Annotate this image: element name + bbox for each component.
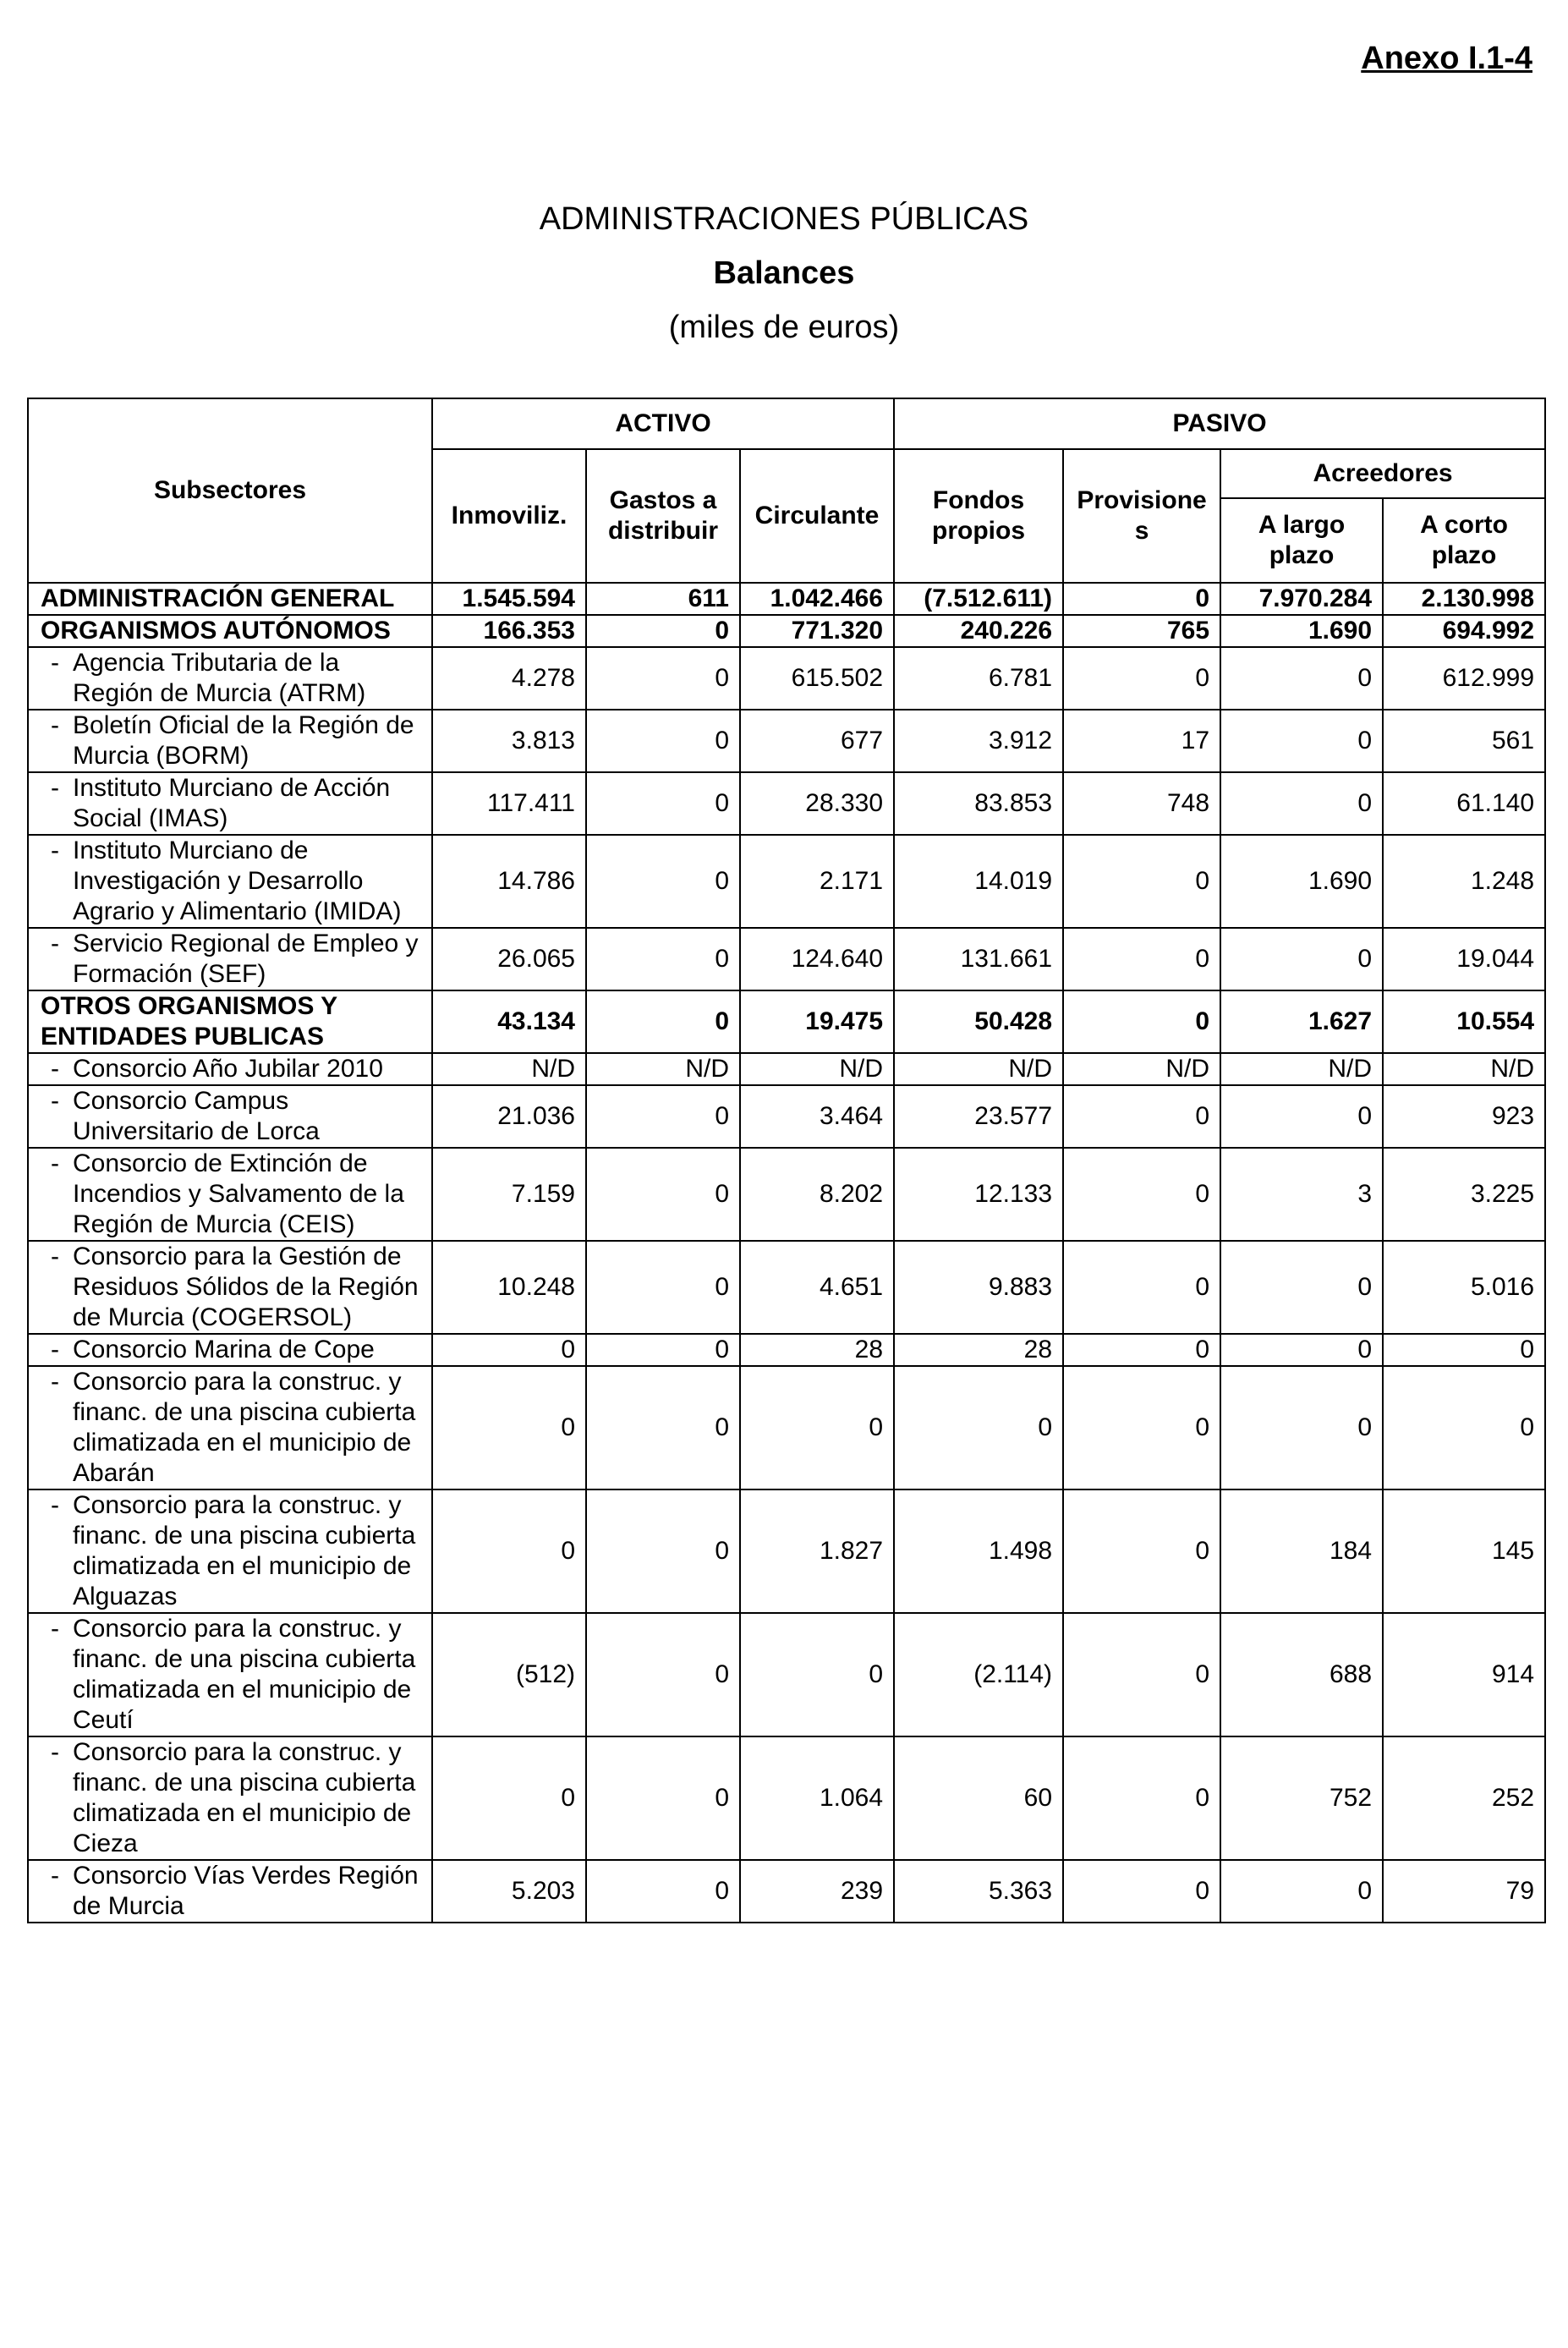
value-cell: 0	[1220, 710, 1383, 772]
table-row	[28, 928, 1545, 990]
table-row	[28, 1148, 1545, 1241]
value-cell: 765	[1063, 615, 1220, 647]
value-cell: 0	[1063, 1148, 1220, 1241]
value-cell: 6.781	[894, 647, 1063, 710]
table-row	[28, 647, 1545, 710]
value-cell: 117.411	[432, 772, 586, 835]
subsector-name: Servicio Regional de Empleo y Formación (SEF)	[73, 930, 419, 988]
subsector-name-cell	[28, 1613, 432, 1736]
value-cell: 771.320	[740, 615, 894, 647]
value-cell: 0	[1220, 772, 1383, 835]
table-row	[28, 710, 1545, 772]
value-cell: 0	[586, 1241, 740, 1334]
value-cell: 3.912	[894, 710, 1063, 772]
value-cell: (512)	[432, 1613, 586, 1736]
bullet-dash: -	[51, 711, 59, 739]
value-cell: 0	[1383, 1334, 1545, 1366]
value-cell: 694.992	[1383, 615, 1545, 647]
value-cell: 21.036	[432, 1085, 586, 1148]
value-cell: 0	[1383, 1366, 1545, 1489]
value-cell: 4.278	[432, 647, 586, 710]
subsector-name: Boletín Oficial de la Región de Murcia (BORM)	[73, 711, 414, 770]
value-cell: 0	[1063, 1241, 1220, 1334]
value-cell: 3.813	[432, 710, 586, 772]
page-subtitle: Balances	[713, 255, 855, 291]
value-cell: 0	[586, 1736, 740, 1860]
value-cell: 0	[1063, 647, 1220, 710]
subsector-name: Consorcio de Extinción de Incendios y Salvamento de la Región de Murcia (CEIS)	[73, 1149, 404, 1238]
bullet-dash: -	[51, 930, 59, 957]
value-cell: 1.498	[894, 1489, 1063, 1613]
table-row	[28, 1085, 1545, 1148]
value-cell: 17	[1063, 710, 1220, 772]
value-cell: N/D	[1383, 1053, 1545, 1085]
bullet-dash: -	[51, 1491, 59, 1519]
value-cell: 0	[1220, 1241, 1383, 1334]
value-cell: 561	[1383, 710, 1545, 772]
value-cell: 0	[1063, 1736, 1220, 1860]
value-cell: 0	[1063, 1334, 1220, 1366]
header-subsectores: Subsectores	[28, 398, 432, 583]
value-cell: 0	[586, 647, 740, 710]
value-cell: 1.064	[740, 1736, 894, 1860]
bullet-dash: -	[51, 774, 59, 802]
value-cell: 0	[894, 1366, 1063, 1489]
value-cell: 0	[586, 772, 740, 835]
value-cell: 0	[1063, 1860, 1220, 1923]
value-cell: 19.475	[740, 990, 894, 1053]
value-cell: 19.044	[1383, 928, 1545, 990]
value-cell: 0	[586, 1860, 740, 1923]
subsector-name-cell	[28, 772, 432, 835]
value-cell: (2.114)	[894, 1613, 1063, 1736]
bullet-dash: -	[51, 1862, 59, 1890]
value-cell: 83.853	[894, 772, 1063, 835]
value-cell: 184	[1220, 1489, 1383, 1613]
value-cell: 10.248	[432, 1241, 586, 1334]
value-cell: 0	[586, 1366, 740, 1489]
units-label: (miles de euros)	[668, 310, 900, 345]
value-cell: 0	[586, 1613, 740, 1736]
subsector-name-cell	[28, 1241, 432, 1334]
value-cell: 0	[586, 928, 740, 990]
subsector-name-cell	[28, 647, 432, 710]
value-cell: 50.428	[894, 990, 1063, 1053]
value-cell: 0	[740, 1366, 894, 1489]
header-pasivo: PASIVO	[894, 398, 1545, 449]
subsector-name-cell	[28, 835, 432, 928]
header-fondos: Fondos propios	[894, 449, 1063, 583]
subsector-name-cell	[28, 583, 432, 615]
value-cell: 0	[432, 1334, 586, 1366]
subsector-name-cell	[28, 1085, 432, 1148]
value-cell: 3.225	[1383, 1148, 1545, 1241]
subsector-name: ADMINISTRACIÓN GENERAL	[41, 584, 395, 612]
table-row	[28, 990, 1545, 1053]
subsector-name: Consorcio Marina de Cope	[73, 1336, 375, 1363]
value-cell: 8.202	[740, 1148, 894, 1241]
header-activo: ACTIVO	[432, 398, 894, 449]
value-cell: 60	[894, 1736, 1063, 1860]
value-cell: 1.827	[740, 1489, 894, 1613]
value-cell: 0	[1220, 647, 1383, 710]
header-acreedores: Acreedores	[1220, 449, 1545, 498]
value-cell: 0	[432, 1489, 586, 1613]
value-cell: 240.226	[894, 615, 1063, 647]
table-row	[28, 1241, 1545, 1334]
value-cell: 0	[586, 1085, 740, 1148]
value-cell: 124.640	[740, 928, 894, 990]
value-cell: 0	[1220, 1860, 1383, 1923]
bullet-dash: -	[51, 837, 59, 864]
subsector-name-cell	[28, 710, 432, 772]
value-cell: 0	[1063, 990, 1220, 1053]
value-cell: 748	[1063, 772, 1220, 835]
value-cell: 0	[1063, 1613, 1220, 1736]
value-cell: 0	[740, 1613, 894, 1736]
value-cell: 239	[740, 1860, 894, 1923]
bullet-dash: -	[51, 1055, 59, 1083]
value-cell: 1.690	[1220, 835, 1383, 928]
value-cell: 923	[1383, 1085, 1545, 1148]
value-cell: 5.363	[894, 1860, 1063, 1923]
subsector-name-cell	[28, 1366, 432, 1489]
subsector-name-cell	[28, 1736, 432, 1860]
subsector-name-cell	[28, 1860, 432, 1923]
table-row	[28, 615, 1545, 647]
value-cell: 615.502	[740, 647, 894, 710]
value-cell: 0	[1220, 1366, 1383, 1489]
value-cell: 5.203	[432, 1860, 586, 1923]
subsector-name: Instituto Murciano de Acción Social (IMAS)	[73, 774, 391, 832]
value-cell: 14.019	[894, 835, 1063, 928]
value-cell: 0	[432, 1366, 586, 1489]
subsector-name: Instituto Murciano de Investigación y Desarrollo Agrario y Alimentario (IMIDA)	[73, 837, 402, 925]
bullet-dash: -	[51, 1243, 59, 1270]
value-cell: N/D	[1220, 1053, 1383, 1085]
value-cell: 3	[1220, 1148, 1383, 1241]
subsector-name: Consorcio para la construc. y financ. de una piscina cubierta climatizada en el municipio de Abarán	[73, 1368, 416, 1487]
header-largo-plazo: A largo plazo	[1220, 498, 1383, 583]
value-cell: 0	[432, 1736, 586, 1860]
table-row	[28, 1736, 1545, 1860]
value-cell: 1.248	[1383, 835, 1545, 928]
header-inmoviliz: Inmoviliz.	[432, 449, 586, 583]
value-cell: 166.353	[432, 615, 586, 647]
value-cell: 131.661	[894, 928, 1063, 990]
bullet-dash: -	[51, 1336, 59, 1363]
value-cell: 43.134	[432, 990, 586, 1053]
value-cell: 61.140	[1383, 772, 1545, 835]
value-cell: 4.651	[740, 1241, 894, 1334]
header-gastos: Gastos a distribuir	[586, 449, 740, 583]
subsector-name-cell	[28, 1489, 432, 1613]
subsector-name: Consorcio para la construc. y financ. de una piscina cubierta climatizada en el municipio de Alguazas	[73, 1491, 416, 1610]
value-cell: 14.786	[432, 835, 586, 928]
value-cell: 0	[586, 990, 740, 1053]
subsector-name: Agencia Tributaria de la Región de Murcia (ATRM)	[73, 649, 366, 707]
value-cell: 9.883	[894, 1241, 1063, 1334]
value-cell: 0	[1220, 1334, 1383, 1366]
table-row	[28, 1334, 1545, 1366]
value-cell: 7.159	[432, 1148, 586, 1241]
table-body	[28, 583, 1545, 1923]
value-cell: N/D	[740, 1053, 894, 1085]
subsector-name: Consorcio Año Jubilar 2010	[73, 1055, 383, 1083]
bullet-dash: -	[51, 1615, 59, 1643]
value-cell: 28	[740, 1334, 894, 1366]
balances-table	[27, 398, 1546, 1923]
subsector-name-cell	[28, 1334, 432, 1366]
value-cell: 28	[894, 1334, 1063, 1366]
value-cell: 7.970.284	[1220, 583, 1383, 615]
table-row	[28, 1489, 1545, 1613]
subsector-name: OTROS ORGANISMOS Y ENTIDADES PUBLICAS	[41, 992, 337, 1051]
value-cell: 26.065	[432, 928, 586, 990]
table-row	[28, 1613, 1545, 1736]
value-cell: 0	[1063, 1489, 1220, 1613]
table-row	[28, 1366, 1545, 1489]
value-cell: 0	[1220, 1085, 1383, 1148]
table-row	[28, 1860, 1545, 1923]
table-row	[28, 583, 1545, 615]
value-cell: 1.690	[1220, 615, 1383, 647]
page-title: ADMINISTRACIONES PÚBLICAS	[539, 201, 1029, 237]
subsector-name: Consorcio para la Gestión de Residuos Sólidos de la Región de Murcia (COGERSOL)	[73, 1243, 419, 1331]
value-cell: 0	[1063, 835, 1220, 928]
subsector-name: Consorcio Campus Universitario de Lorca	[73, 1087, 320, 1145]
value-cell: 23.577	[894, 1085, 1063, 1148]
value-cell: 0	[1063, 1366, 1220, 1489]
value-cell: 0	[586, 1334, 740, 1366]
value-cell: 2.171	[740, 835, 894, 928]
value-cell: 0	[586, 1489, 740, 1613]
subsector-name: Consorcio Vías Verdes Región de Murcia	[73, 1862, 419, 1920]
subsector-name-cell	[28, 990, 432, 1053]
value-cell: N/D	[894, 1053, 1063, 1085]
bullet-dash: -	[51, 1368, 59, 1396]
subsector-name-cell	[28, 615, 432, 647]
subsector-name-cell	[28, 928, 432, 990]
value-cell: 0	[586, 835, 740, 928]
value-cell: 12.133	[894, 1148, 1063, 1241]
header-provisiones: Provisione s	[1063, 449, 1220, 583]
value-cell: 145	[1383, 1489, 1545, 1613]
value-cell: 0	[1063, 583, 1220, 615]
annex-label: Anexo I.1-4	[1361, 41, 1532, 76]
value-cell: 0	[1063, 1085, 1220, 1148]
value-cell: 612.999	[1383, 647, 1545, 710]
header-circulante: Circulante	[740, 449, 894, 583]
value-cell: 0	[586, 710, 740, 772]
value-cell: 1.627	[1220, 990, 1383, 1053]
table-row	[28, 1053, 1545, 1085]
value-cell: 752	[1220, 1736, 1383, 1860]
value-cell: 0	[586, 615, 740, 647]
subsector-name-cell	[28, 1148, 432, 1241]
subsector-name-cell	[28, 1053, 432, 1085]
value-cell: (7.512.611)	[894, 583, 1063, 615]
header-corto-plazo: A corto plazo	[1383, 498, 1545, 583]
value-cell: 1.042.466	[740, 583, 894, 615]
bullet-dash: -	[51, 1149, 59, 1177]
value-cell: 5.016	[1383, 1241, 1545, 1334]
value-cell: 914	[1383, 1613, 1545, 1736]
value-cell: 2.130.998	[1383, 583, 1545, 615]
bullet-dash: -	[51, 1738, 59, 1766]
value-cell: N/D	[432, 1053, 586, 1085]
value-cell: N/D	[586, 1053, 740, 1085]
value-cell: 28.330	[740, 772, 894, 835]
subsector-name: Consorcio para la construc. y financ. de una piscina cubierta climatizada en el municipio de Ceutí	[73, 1615, 416, 1734]
bullet-dash: -	[51, 1087, 59, 1115]
bullet-dash: -	[51, 649, 59, 677]
value-cell: 0	[586, 1148, 740, 1241]
value-cell: 677	[740, 710, 894, 772]
subsector-name: ORGANISMOS AUTÓNOMOS	[41, 617, 391, 645]
value-cell: 79	[1383, 1860, 1545, 1923]
value-cell: N/D	[1063, 1053, 1220, 1085]
subsector-name: Consorcio para la construc. y financ. de una piscina cubierta climatizada en el municipio de Cieza	[73, 1738, 416, 1857]
table-row	[28, 772, 1545, 835]
value-cell: 3.464	[740, 1085, 894, 1148]
table-row	[28, 835, 1545, 928]
value-cell: 10.554	[1383, 990, 1545, 1053]
value-cell: 1.545.594	[432, 583, 586, 615]
value-cell: 252	[1383, 1736, 1545, 1860]
value-cell: 0	[1063, 928, 1220, 990]
value-cell: 688	[1220, 1613, 1383, 1736]
value-cell: 0	[1220, 928, 1383, 990]
value-cell: 611	[586, 583, 740, 615]
